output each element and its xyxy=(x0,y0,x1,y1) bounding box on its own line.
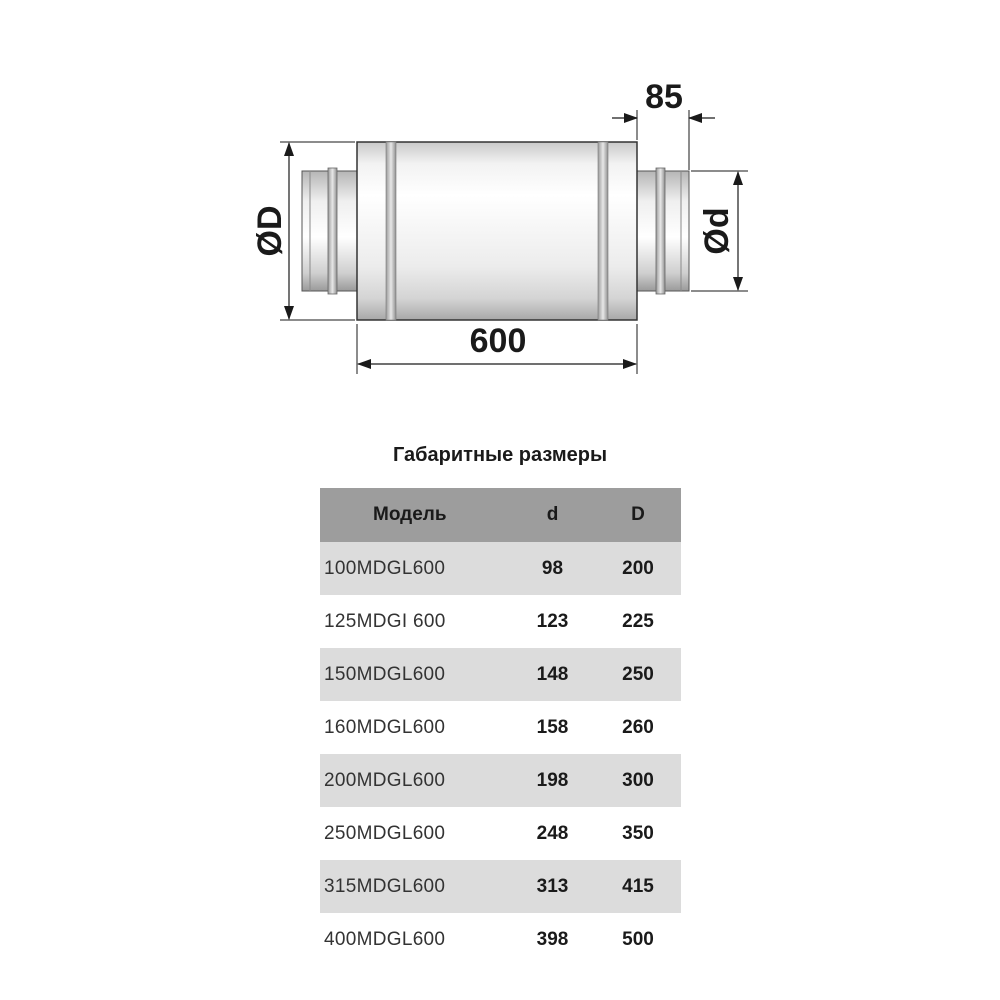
cell-d: 123 xyxy=(510,595,595,648)
dimension-length xyxy=(357,322,637,374)
table-header-row xyxy=(320,488,681,542)
dim-inner-diameter-label: Ød xyxy=(698,207,736,255)
header-d: d xyxy=(510,488,595,542)
table-row xyxy=(320,860,681,913)
table-row xyxy=(320,648,681,701)
cell-model: 315MDGL600 xyxy=(320,860,510,913)
cell-model: 125MDGI 600 xyxy=(320,595,510,648)
table-row xyxy=(320,595,681,648)
table-row xyxy=(320,754,681,807)
cell-D: 415 xyxy=(595,860,681,913)
cell-model: 150MDGL600 xyxy=(320,648,510,701)
cell-model: 250MDGL600 xyxy=(320,807,510,860)
dim-connector-label: 85 xyxy=(645,78,683,116)
cell-model: 100MDGL600 xyxy=(320,542,510,595)
cell-D: 500 xyxy=(595,913,681,966)
header-model: Модель xyxy=(320,488,510,542)
cell-model: 400MDGL600 xyxy=(320,913,510,966)
table-row xyxy=(320,913,681,966)
cell-d: 158 xyxy=(510,701,595,754)
cell-D: 225 xyxy=(595,595,681,648)
dim-length-label: 600 xyxy=(469,322,527,360)
cell-model: 160MDGL600 xyxy=(320,701,510,754)
cell-d: 148 xyxy=(510,648,595,701)
dimensions-table xyxy=(320,488,681,966)
cell-d: 98 xyxy=(510,542,595,595)
right-connector xyxy=(633,168,689,294)
cell-d: 198 xyxy=(510,754,595,807)
silencer-body xyxy=(357,142,637,320)
cell-d: 398 xyxy=(510,913,595,966)
table-title: Габаритные размеры xyxy=(392,444,608,466)
table-row xyxy=(320,807,681,860)
left-connector xyxy=(302,168,360,294)
cell-d: 248 xyxy=(510,807,595,860)
table-row xyxy=(320,542,681,595)
cell-D: 350 xyxy=(595,807,681,860)
cell-D: 200 xyxy=(595,542,681,595)
cell-D: 300 xyxy=(595,754,681,807)
cell-d: 313 xyxy=(510,860,595,913)
header-D: D xyxy=(595,488,681,542)
cell-D: 260 xyxy=(595,701,681,754)
cell-model: 200MDGL600 xyxy=(320,754,510,807)
silencer-drawing xyxy=(0,0,1000,420)
table-row xyxy=(320,701,681,754)
cell-D: 250 xyxy=(595,648,681,701)
dim-outer-diameter-label: ØD xyxy=(251,205,289,257)
dimension-inner-diameter xyxy=(691,171,748,291)
